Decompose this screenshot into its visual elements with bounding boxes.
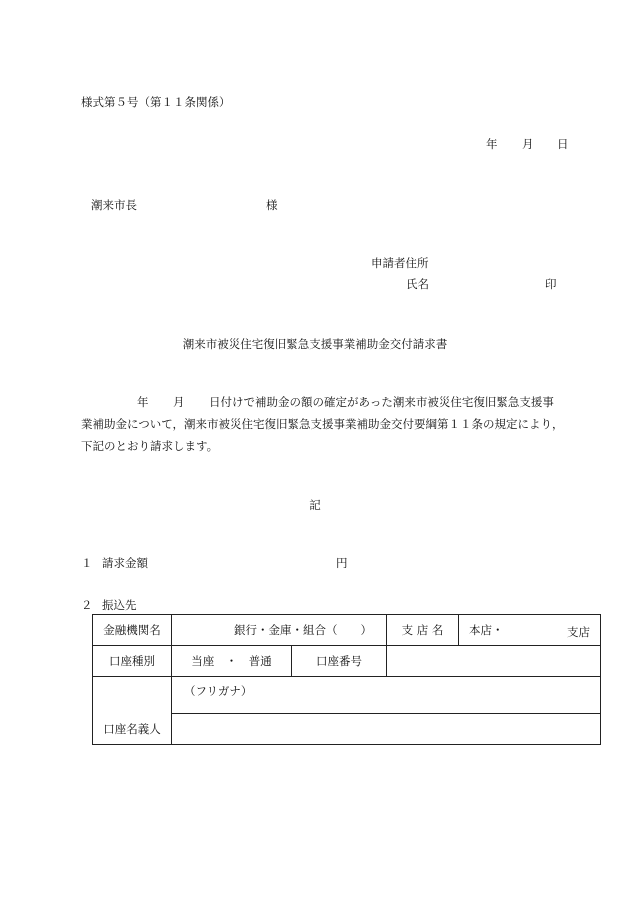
date-month: 月 [522, 137, 534, 151]
applicant-name-label: 氏名 [406, 277, 429, 291]
furigana-field[interactable]: （フリガナ） [172, 677, 601, 714]
date-day: 日 [557, 137, 569, 151]
account-type-field[interactable]: 当座 ・ 普通 [172, 646, 292, 677]
body-year: 年 [137, 395, 149, 409]
body-line1-rest: 日付けで補助金の額の確定があった潮来市被災住宅復旧緊急支援事 [209, 395, 554, 409]
body-month: 月 [173, 395, 185, 409]
account-type-row [93, 646, 601, 677]
furigana-label-cell [93, 677, 172, 714]
institution-row [93, 615, 601, 646]
item-1-label: 請求金額 [102, 556, 148, 570]
item-2-label: 振込先 [102, 598, 137, 612]
date-year: 年 [486, 137, 498, 151]
ki-heading: 記 [309, 498, 321, 512]
body-line-2: 業補助金について，潮来市被災住宅復旧緊急支援事業補助金交付要綱第１１条の規定により， [81, 417, 564, 431]
account-holder-label: 口座名義人 [93, 714, 172, 745]
branch-field[interactable] [459, 615, 601, 646]
account-number-label: 口座番号 [292, 646, 387, 677]
applicant-address-label: 申請者住所 [371, 256, 429, 270]
seal-mark: 印 [545, 277, 557, 291]
item-1-number: １ [81, 556, 93, 570]
item-2-number: ２ [81, 598, 93, 612]
account-holder-field[interactable] [172, 714, 601, 745]
branch-label: 支 店 名 [387, 615, 459, 646]
item-1-unit: 円 [336, 556, 348, 570]
bank-account-table [92, 614, 601, 745]
addressee-name: 潮来市長 [91, 198, 137, 212]
account-holder-row [93, 714, 601, 745]
institution-label: 金融機関名 [93, 615, 172, 646]
furigana-row [93, 677, 601, 714]
document-title: 潮来市被災住宅復旧緊急支援事業補助金交付請求書 [182, 337, 448, 351]
form-number: 様式第５号（第１１条関係） [81, 95, 231, 109]
shiten-text: 支店 [567, 625, 590, 639]
body-line-3: 下記のとおり請求します。 [81, 439, 219, 453]
institution-type-field[interactable]: 銀行・金庫・組合（ ） [172, 615, 387, 646]
honten-text: 本店・ [469, 623, 504, 637]
account-number-field[interactable] [387, 646, 601, 677]
addressee-honorific: 様 [266, 198, 278, 212]
account-type-label: 口座種別 [93, 646, 172, 677]
